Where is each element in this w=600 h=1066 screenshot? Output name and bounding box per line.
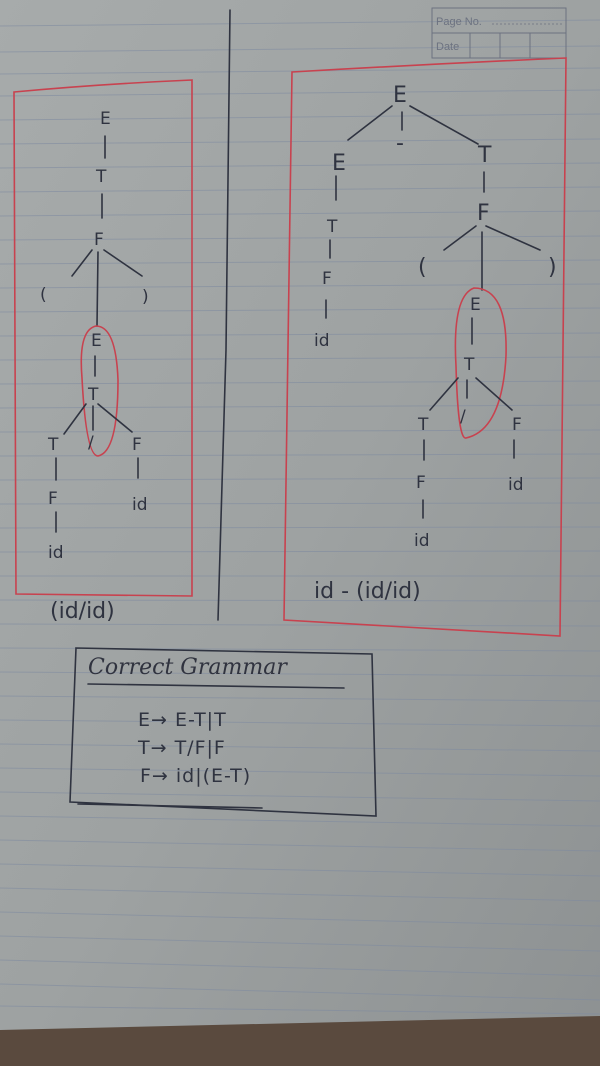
date-label: Date [436, 41, 460, 53]
left-node-id2: id [48, 543, 64, 563]
left-node-lparen: ( [40, 285, 47, 305]
left-node-f2: F [132, 435, 142, 455]
left-node-e1: E [100, 109, 111, 129]
right-node-f1: F [477, 201, 490, 226]
right-node-e2: E [332, 151, 346, 176]
page-no-label: Page No. [436, 16, 482, 28]
right-node-f4: F [416, 473, 426, 493]
right-tree-expression: id - (id/id) [314, 579, 421, 604]
left-node-t3: T [48, 435, 59, 455]
left-node-id1: id [132, 495, 148, 515]
right-node-t4: T [418, 415, 429, 435]
right-node-f2: F [322, 269, 332, 289]
right-node-f3: F [512, 415, 522, 435]
right-node-rparen: ) [548, 255, 557, 280]
right-node-lparen: ( [418, 255, 427, 280]
grammar-rule-e: E→ E-T|T [138, 709, 227, 731]
right-node-e1: E [393, 83, 407, 108]
right-node-slash: / [460, 407, 466, 427]
right-node-id1: id [314, 331, 330, 351]
right-node-e3: E [470, 295, 481, 315]
right-node-minus: - [396, 131, 404, 156]
right-node-t1: T [478, 143, 492, 168]
right-node-id3: id [414, 531, 430, 551]
left-node-t1: T [96, 167, 107, 187]
left-node-t2: T [88, 385, 99, 405]
grammar-title: Correct Grammar [88, 655, 287, 680]
left-node-f1: F [94, 230, 104, 250]
left-node-rparen: ) [142, 287, 149, 307]
grammar-rule-t: T→ T/F|F [138, 737, 226, 759]
right-node-id2: id [508, 475, 524, 495]
right-node-t2: T [327, 217, 338, 237]
grammar-rule-f: F→ id|(E-T) [140, 765, 252, 787]
left-node-e2: E [91, 331, 102, 351]
right-node-t3: T [464, 355, 475, 375]
left-node-f3: F [48, 489, 58, 509]
left-tree-expression: (id/id) [50, 599, 115, 624]
left-node-slash: / [88, 433, 94, 453]
